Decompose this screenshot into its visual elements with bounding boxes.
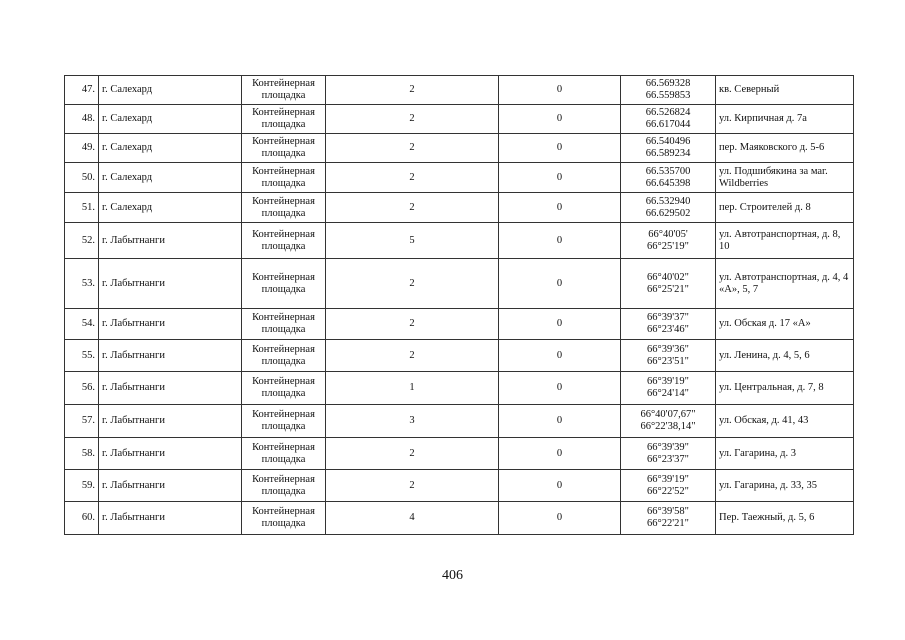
- coordinates-cell-line: 66.540496: [645, 136, 691, 147]
- container-count-cell: 2: [326, 340, 499, 372]
- coordinates-cell-line: 66.526824: [645, 107, 691, 118]
- address-cell: кв. Северный: [716, 76, 854, 105]
- table-row: [65, 502, 854, 535]
- site-type-cell-line: площадка: [261, 177, 306, 189]
- coordinates-cell-line: 66°24'14": [647, 388, 689, 399]
- coordinates-cell-line: 66°23'46": [647, 324, 689, 335]
- coordinates-cell: [621, 193, 716, 223]
- container-count-cell: 2: [326, 163, 499, 193]
- table-row: [65, 438, 854, 470]
- site-type-cell: [242, 309, 326, 340]
- row-number: 59.: [65, 470, 99, 502]
- coordinates-cell-line: 66.589234: [645, 148, 691, 159]
- site-type-cell-line: площадка: [261, 148, 306, 159]
- city-cell: г. Салехард: [99, 76, 242, 105]
- separate-count-cell: 0: [499, 259, 621, 309]
- coordinates-cell-line: 66.617044: [645, 119, 691, 130]
- container-count-cell: 2: [326, 470, 499, 502]
- container-count-cell: 2: [326, 134, 499, 163]
- table-row: [65, 76, 854, 105]
- row-number: 58.: [65, 438, 99, 470]
- site-type-cell-line: площадка: [261, 119, 306, 130]
- container-count-cell: 2: [326, 193, 499, 223]
- container-count-cell: 2: [326, 438, 499, 470]
- site-type-cell-line: Контейнерная: [252, 312, 315, 323]
- separate-count-cell: 0: [499, 223, 621, 259]
- coordinates-cell-line: 66°39'39": [647, 441, 689, 453]
- address-cell: ул. Автотранспортная, д. 8, 10: [716, 223, 854, 259]
- separate-count-cell: 0: [499, 193, 621, 223]
- site-type-cell: [242, 372, 326, 405]
- separate-count-cell: 0: [499, 105, 621, 134]
- coordinates-cell: [621, 372, 716, 405]
- site-type-cell-line: Контейнерная: [252, 376, 315, 387]
- row-number: 60.: [65, 502, 99, 535]
- table-row: [65, 340, 854, 372]
- coordinates-cell: [621, 470, 716, 502]
- coordinates-cell: [621, 105, 716, 134]
- table-row: [65, 309, 854, 340]
- table-row: [65, 259, 854, 309]
- site-type-cell-line: Контейнерная: [252, 409, 315, 420]
- address-cell: ул. Подшибякина за маг. Wildberries: [716, 163, 854, 193]
- coordinates-cell-line: 66.569328: [645, 78, 691, 89]
- separate-count-cell: 0: [499, 502, 621, 535]
- coordinates-cell-line: 66°25'21": [647, 283, 689, 295]
- row-number: 53.: [65, 259, 99, 309]
- table-row: [65, 105, 854, 134]
- coordinates-cell-line: 66.535700: [645, 165, 691, 177]
- site-type-cell: [242, 76, 326, 105]
- city-cell: г. Лабытнанги: [99, 259, 242, 309]
- city-cell: г. Лабытнанги: [99, 223, 242, 259]
- container-count-cell: 5: [326, 223, 499, 259]
- table-row: [65, 372, 854, 405]
- site-type-cell-line: Контейнерная: [252, 506, 315, 517]
- table-row: [65, 470, 854, 502]
- coordinates-cell-line: 66°25'19": [647, 240, 689, 252]
- coordinates-cell: [621, 76, 716, 105]
- container-count-cell: 2: [326, 259, 499, 309]
- separate-count-cell: 0: [499, 76, 621, 105]
- table-row: [65, 193, 854, 223]
- site-type-cell-line: Контейнерная: [252, 165, 315, 177]
- coordinates-cell-line: 66°22'21": [647, 518, 689, 529]
- site-type-cell-line: Контейнерная: [252, 271, 315, 283]
- site-type-cell-line: площадка: [261, 453, 306, 465]
- city-cell: г. Лабытнанги: [99, 502, 242, 535]
- coordinates-cell: [621, 405, 716, 438]
- coordinates-cell: [621, 223, 716, 259]
- separate-count-cell: 0: [499, 309, 621, 340]
- site-type-cell: [242, 438, 326, 470]
- site-type-cell-line: Контейнерная: [252, 473, 315, 485]
- coordinates-cell-line: 66°22'38,14": [640, 421, 696, 432]
- address-cell: ул. Ленина, д. 4, 5, 6: [716, 340, 854, 372]
- coordinates-cell: [621, 163, 716, 193]
- separate-count-cell: 0: [499, 470, 621, 502]
- container-count-cell: 1: [326, 372, 499, 405]
- coordinates-cell: [621, 259, 716, 309]
- coordinates-cell-line: 66°39'58": [647, 506, 689, 517]
- site-type-cell-line: Контейнерная: [252, 107, 315, 118]
- coordinates-cell-line: 66°40'02": [647, 271, 689, 283]
- city-cell: г. Лабытнанги: [99, 340, 242, 372]
- row-number: 54.: [65, 309, 99, 340]
- address-cell: ул. Гагарина, д. 33, 35: [716, 470, 854, 502]
- row-number: 56.: [65, 372, 99, 405]
- site-type-cell: [242, 193, 326, 223]
- coordinates-cell: [621, 340, 716, 372]
- container-count-cell: 2: [326, 309, 499, 340]
- city-cell: г. Салехард: [99, 105, 242, 134]
- site-type-cell-line: площадка: [261, 421, 306, 432]
- table-row: [65, 134, 854, 163]
- address-cell: ул. Центральная, д. 7, 8: [716, 372, 854, 405]
- site-type-cell-line: площадка: [261, 207, 306, 219]
- coordinates-cell-line: 66°22'52": [647, 485, 689, 497]
- site-type-cell: [242, 105, 326, 134]
- coordinates-cell-line: 66°39'37": [647, 312, 689, 323]
- site-type-cell: [242, 223, 326, 259]
- row-number: 50.: [65, 163, 99, 193]
- address-cell: ул. Кирпичная д. 7а: [716, 105, 854, 134]
- coordinates-cell-line: 66.645398: [645, 177, 691, 189]
- site-type-cell-line: Контейнерная: [252, 441, 315, 453]
- site-type-cell-line: площадка: [261, 240, 306, 252]
- coordinates-cell-line: 66°23'37": [647, 453, 689, 465]
- address-cell: ул. Автотранспортная, д. 4, 4 «А», 5, 7: [716, 259, 854, 309]
- coordinates-cell-line: 66°39'19": [647, 473, 689, 485]
- site-type-cell-line: площадка: [261, 485, 306, 497]
- city-cell: г. Лабытнанги: [99, 372, 242, 405]
- site-type-cell-line: Контейнерная: [252, 228, 315, 240]
- row-number: 51.: [65, 193, 99, 223]
- site-type-cell: [242, 163, 326, 193]
- coordinates-cell-line: 66°23'51": [647, 355, 689, 367]
- site-type-cell-line: Контейнерная: [252, 136, 315, 147]
- separate-count-cell: 0: [499, 340, 621, 372]
- coordinates-cell: [621, 309, 716, 340]
- separate-count-cell: 0: [499, 372, 621, 405]
- table-row: [65, 163, 854, 193]
- site-type-cell-line: площадка: [261, 388, 306, 399]
- site-type-cell-line: Контейнерная: [252, 195, 315, 207]
- city-cell: г. Салехард: [99, 163, 242, 193]
- container-count-cell: 3: [326, 405, 499, 438]
- city-cell: г. Лабытнанги: [99, 405, 242, 438]
- site-type-cell: [242, 134, 326, 163]
- row-number: 55.: [65, 340, 99, 372]
- row-number: 48.: [65, 105, 99, 134]
- row-number: 49.: [65, 134, 99, 163]
- address-cell: пер. Маяковского д. 5-6: [716, 134, 854, 163]
- coordinates-cell-line: 66°39'19": [647, 376, 689, 387]
- city-cell: г. Лабытнанги: [99, 470, 242, 502]
- table-row: [65, 223, 854, 259]
- site-type-cell-line: площадка: [261, 355, 306, 367]
- site-type-cell-line: площадка: [261, 324, 306, 335]
- separate-count-cell: 0: [499, 438, 621, 470]
- site-type-cell-line: Контейнерная: [252, 343, 315, 355]
- address-cell: ул. Обская, д. 41, 43: [716, 405, 854, 438]
- separate-count-cell: 0: [499, 134, 621, 163]
- coordinates-cell-line: 66°40'07,67": [640, 409, 696, 420]
- coordinates-cell-line: 66.559853: [645, 90, 691, 101]
- table-row: [65, 405, 854, 438]
- site-type-cell-line: площадка: [261, 283, 306, 295]
- site-type-cell-line: площадка: [261, 518, 306, 529]
- container-count-cell: 2: [326, 105, 499, 134]
- separate-count-cell: 0: [499, 163, 621, 193]
- table-body: [65, 76, 854, 535]
- city-cell: г. Салехард: [99, 134, 242, 163]
- site-type-cell-line: площадка: [261, 90, 306, 101]
- address-cell: ул. Гагарина, д. 3: [716, 438, 854, 470]
- row-number: 47.: [65, 76, 99, 105]
- coordinates-cell-line: 66°39'36": [647, 343, 689, 355]
- site-type-cell: [242, 470, 326, 502]
- city-cell: г. Лабытнанги: [99, 438, 242, 470]
- city-cell: г. Салехард: [99, 193, 242, 223]
- site-type-cell: [242, 259, 326, 309]
- coordinates-cell-line: 66.629502: [645, 207, 691, 219]
- row-number: 52.: [65, 223, 99, 259]
- site-type-cell: [242, 340, 326, 372]
- address-cell: пер. Строителей д. 8: [716, 193, 854, 223]
- separate-count-cell: 0: [499, 405, 621, 438]
- row-number: 57.: [65, 405, 99, 438]
- container-count-cell: 4: [326, 502, 499, 535]
- city-cell: г. Лабытнанги: [99, 309, 242, 340]
- coordinates-cell-line: 66.532940: [645, 195, 691, 207]
- site-type-cell: [242, 502, 326, 535]
- sites-table: [64, 75, 854, 535]
- coordinates-cell: [621, 438, 716, 470]
- coordinates-cell-line: 66°40'05': [648, 228, 688, 240]
- site-type-cell: [242, 405, 326, 438]
- address-cell: ул. Обская д. 17 «А»: [716, 309, 854, 340]
- page-number: 406: [442, 568, 463, 583]
- site-type-cell-line: Контейнерная: [252, 78, 315, 89]
- coordinates-cell: [621, 134, 716, 163]
- container-count-cell: 2: [326, 76, 499, 105]
- address-cell: Пер. Таежный, д. 5, 6: [716, 502, 854, 535]
- coordinates-cell: [621, 502, 716, 535]
